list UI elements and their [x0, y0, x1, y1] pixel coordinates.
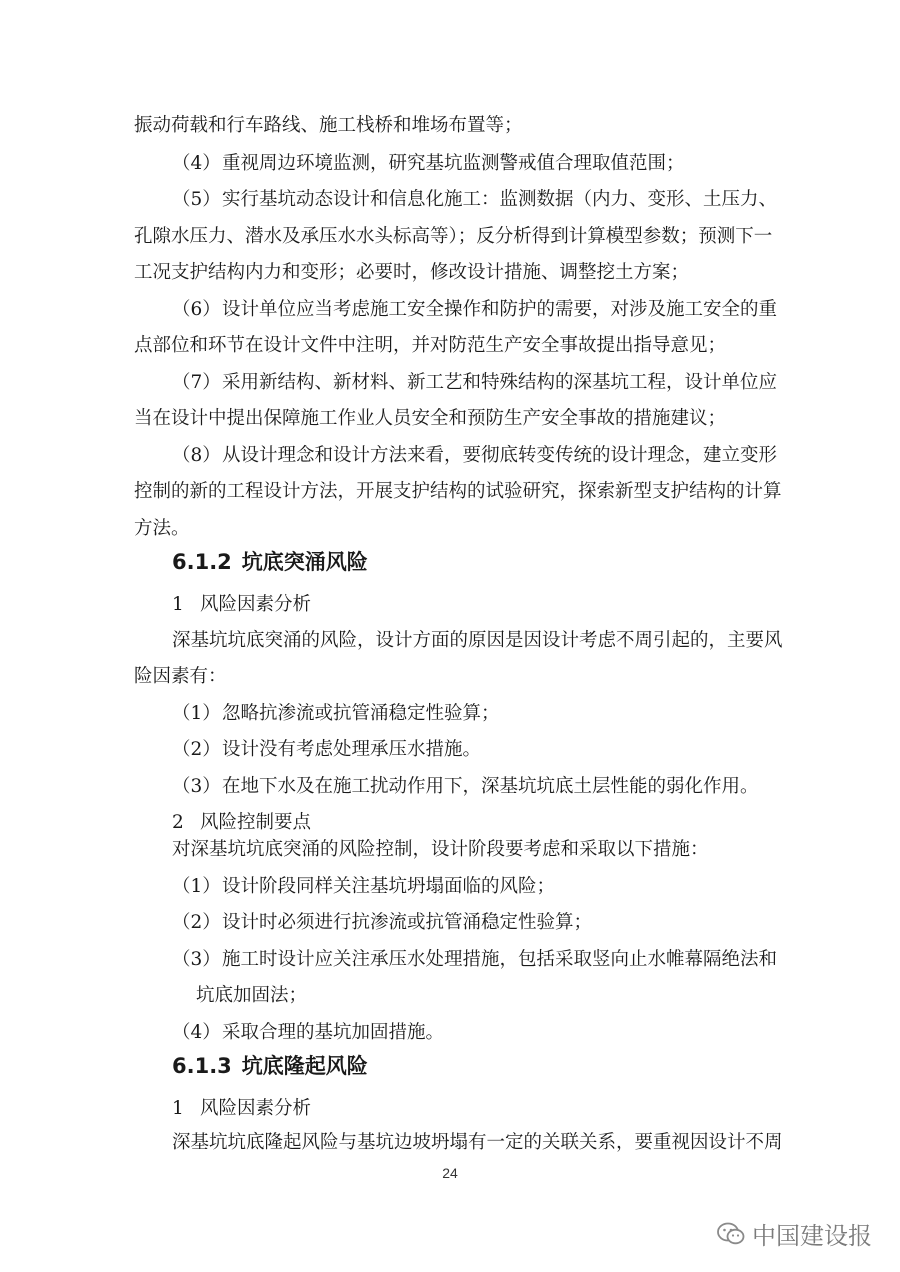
item-text: 从设计理念和设计方法来看，要彻底转变传统的设计理念，建立变形: [222, 445, 778, 466]
list-item-b3: [172, 947, 778, 973]
subheading: [172, 810, 311, 836]
item-text: 采取合理的基坑加固措施。: [222, 1022, 445, 1043]
item-number: （6）: [172, 299, 221, 320]
item-text: 设计时必须进行抗渗流或抗管涌稳定性验算；: [222, 912, 593, 933]
paragraph-line: 点部位和环节在设计文件中注明，并对防范生产安全事故提出指导意见；: [134, 335, 727, 356]
paragraph-line: 险因素有：: [134, 666, 227, 687]
page-number: 24: [442, 1165, 458, 1181]
list-item-a2: [172, 737, 770, 763]
list-item-5: [172, 187, 778, 213]
list-item-a1: [172, 701, 770, 727]
list-item-b1: [172, 874, 770, 900]
item-text: 在地下水及在施工扰动作用下，深基坑坑底土层性能的弱化作用。: [222, 776, 759, 797]
subheading-number: 1: [172, 594, 184, 615]
item-number: （8）: [172, 445, 221, 466]
item-number: （1）: [172, 876, 221, 897]
paragraph-line: 方法。: [134, 518, 190, 539]
subheading: [172, 1096, 311, 1122]
item-number: （5）: [172, 189, 221, 210]
item-text: 施工时设计应关注承压水处理措施，包括采取竖向止水帷幕隔绝法和: [222, 949, 778, 970]
watermark: [716, 1216, 872, 1251]
item-text: 设计没有考虑处理承压水措施。: [222, 739, 482, 760]
item-text: 采用新结构、新材料、新工艺和特殊结构的深基坑工程，设计单位应: [222, 372, 778, 393]
item-number: （1）: [172, 703, 221, 724]
section-number: 6.1.3: [172, 1054, 232, 1078]
subheading-title: 风险因素分析: [200, 1098, 312, 1119]
item-number: （7）: [172, 372, 221, 393]
section-title: 坑底隆起风险: [241, 1054, 368, 1078]
item-number: （2）: [172, 739, 221, 760]
section-heading-6-1-3: [172, 1052, 368, 1080]
paragraph-line: 坑底加固法；: [196, 985, 308, 1006]
item-text: 设计单位应当考虑施工安全操作和防护的需要，对涉及施工安全的重: [222, 299, 778, 320]
item-number: （4）: [172, 153, 221, 174]
subheading-title: 风险控制要点: [200, 812, 312, 833]
paragraph-line: 工况支护结构内力和变形；必要时，修改设计措施、调整挖土方案；: [134, 262, 690, 283]
subheading-number: 1: [172, 1098, 184, 1119]
list-item-8: [172, 443, 778, 469]
section-heading-6-1-2: [172, 548, 368, 576]
subheading: [172, 592, 311, 618]
item-number: （4）: [172, 1022, 221, 1043]
list-item-a3: [172, 774, 770, 800]
item-text: 实行基坑动态设计和信息化施工：监测数据（内力、变形、土压力、: [222, 189, 778, 210]
watermark-text: 中国建设报: [752, 1222, 872, 1250]
paragraph-line: 孔隙水压力、潜水及承压水水头标高等）；反分析得到计算模型参数；预测下一: [134, 226, 773, 247]
item-number: （2）: [172, 912, 221, 933]
section-title: 坑底突涌风险: [241, 550, 368, 574]
list-item-6: [172, 297, 778, 323]
list-item-b2: [172, 910, 770, 936]
paragraph-line: 深基坑坑底突涌的风险，设计方面的原因是因设计考虑不周引起的，主要风: [172, 630, 783, 651]
item-text: 忽略抗渗流或抗管涌稳定性验算；: [222, 703, 500, 724]
subheading-title: 风险因素分析: [200, 594, 312, 615]
paragraph-line: 当在设计中提出保障施工作业人员安全和预防生产安全事故的措施建议；: [134, 408, 727, 429]
subheading-number: 2: [172, 812, 184, 833]
item-text: 设计阶段同样关注基坑坍塌面临的风险；: [222, 876, 556, 897]
list-item-b4: [172, 1020, 770, 1046]
item-number: （3）: [172, 776, 221, 797]
section-number: 6.1.2: [172, 550, 232, 574]
list-item-4: [172, 151, 770, 177]
paragraph-line: 振动荷载和行车路线、施工栈桥和堆场布置等；: [134, 115, 523, 136]
paragraph-line: 深基坑坑底隆起风险与基坑边坡坍塌有一定的关联关系，要重视因设计不周: [172, 1132, 783, 1153]
item-number: （3）: [172, 949, 221, 970]
paragraph-line: 对深基坑坑底突涌的风险控制，设计阶段要考虑和采取以下措施：: [172, 839, 709, 860]
paragraph-line: 控制的新的工程设计方法，开展支护结构的试验研究，探索新型支护结构的计算: [134, 481, 782, 502]
wechat-icon: [716, 1221, 746, 1247]
item-text: 重视周边环境监测，研究基坑监测警戒值合理取值范围；: [222, 153, 685, 174]
list-item-7: [172, 370, 778, 396]
